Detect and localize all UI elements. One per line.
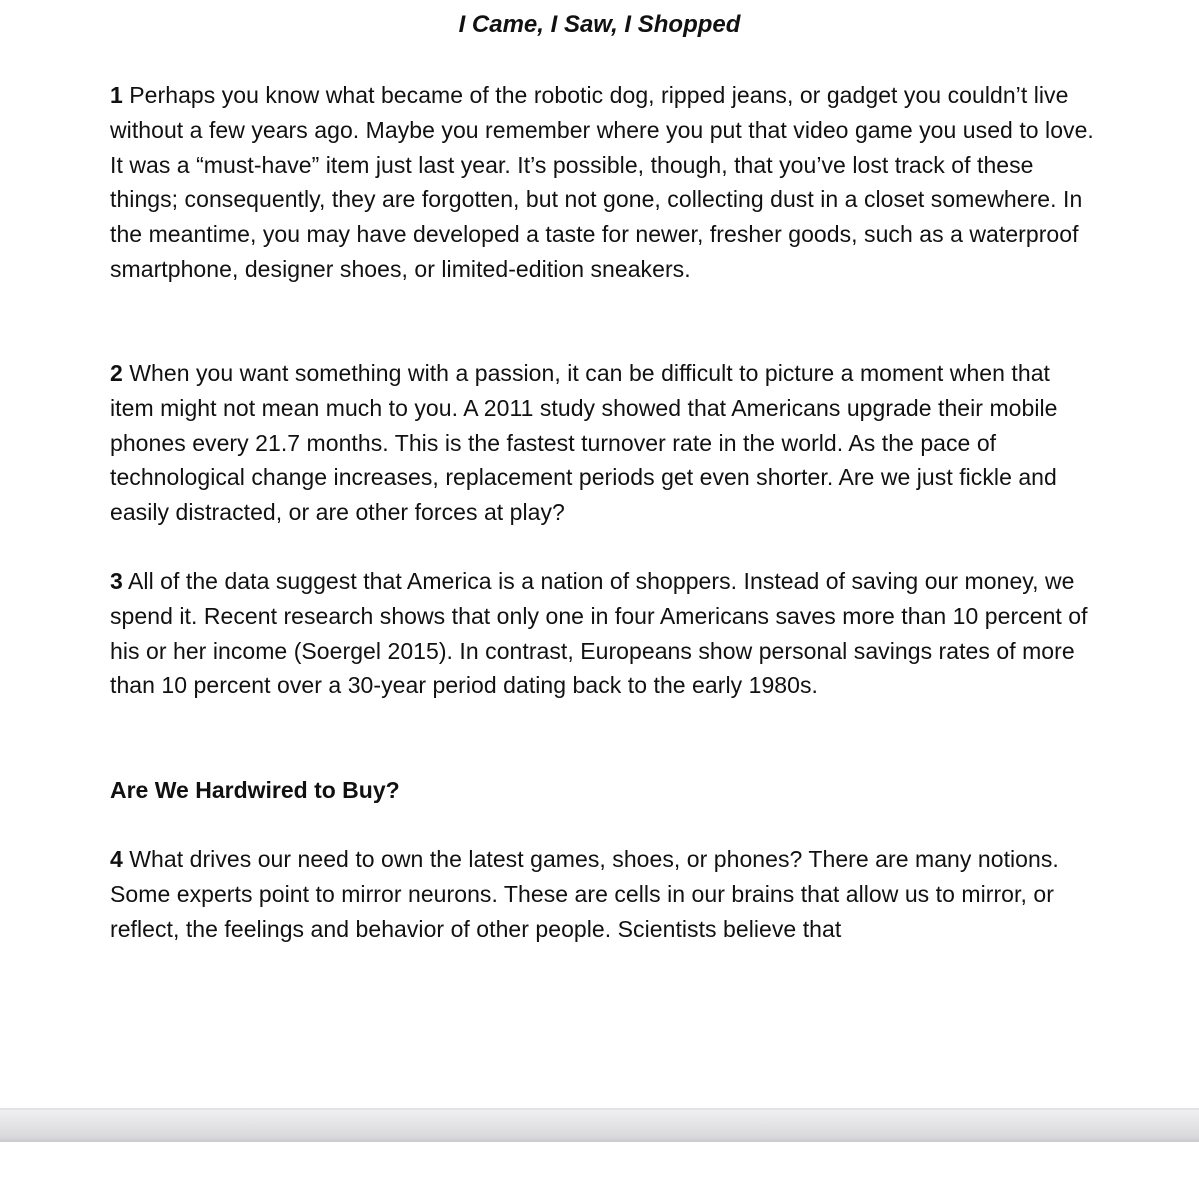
next-page	[0, 1142, 1199, 1200]
paragraph-text: All of the data suggest that America is a nation of shoppers. Instead of saving our money, we spend it. Recent research shows that only one in four Americans saves more than 10 percent of his or her income (Soergel 2015). In contrast, Europeans show personal savings rates of more than 10 percent over a 30-year period dating back to the early 1980s.	[110, 568, 1088, 699]
page-separator	[0, 1108, 1199, 1142]
paragraph-text: Perhaps you know what became of the robotic dog, ripped jeans, or gadget you couldn’t live without a few years ago. Maybe you remember where you put that video game you used to love. It was a “must-have” item just last year. It’s possible, though, that you’ve lost track of these things; consequently, they are forgotten, but not gone, collecting dust in a closet somewhere. In the meantime, you may have developed a taste for newer, fresher goods, such as a waterproof smartphone, designer shoes, or limited-edition sneakers.	[110, 82, 1094, 282]
section-heading: Are We Hardwired to Buy?	[110, 777, 400, 803]
paragraph-2	[110, 356, 1100, 530]
paragraph-1	[110, 78, 1100, 287]
paragraph-text: What drives our need to own the latest games, shoes, or phones? There are many notions. Some experts point to mirror neurons. These are cells in our brains that allow us to mirror, or reflect, the feelings and behavior of other people. Scientists believe that	[110, 846, 1059, 942]
paragraph-number: 1	[110, 82, 123, 108]
paragraph-number: 3	[110, 568, 123, 594]
paragraph-3	[110, 564, 1100, 703]
paragraph-number: 2	[110, 360, 123, 386]
paragraph-number: 4	[110, 846, 123, 872]
paragraph-text: When you want something with a passion, it can be difficult to picture a moment when that item might not mean much to you. A 2011 study showed that Americans upgrade their mobile phones every 21.7 months. This is the fastest turnover rate in the world. As the pace of technological change increases, replacement periods get even shorter. Are we just fickle and easily distracted, or are other forces at play?	[110, 360, 1058, 526]
paragraph-4	[110, 842, 1100, 946]
document-title: I Came, I Saw, I Shopped	[458, 11, 741, 38]
